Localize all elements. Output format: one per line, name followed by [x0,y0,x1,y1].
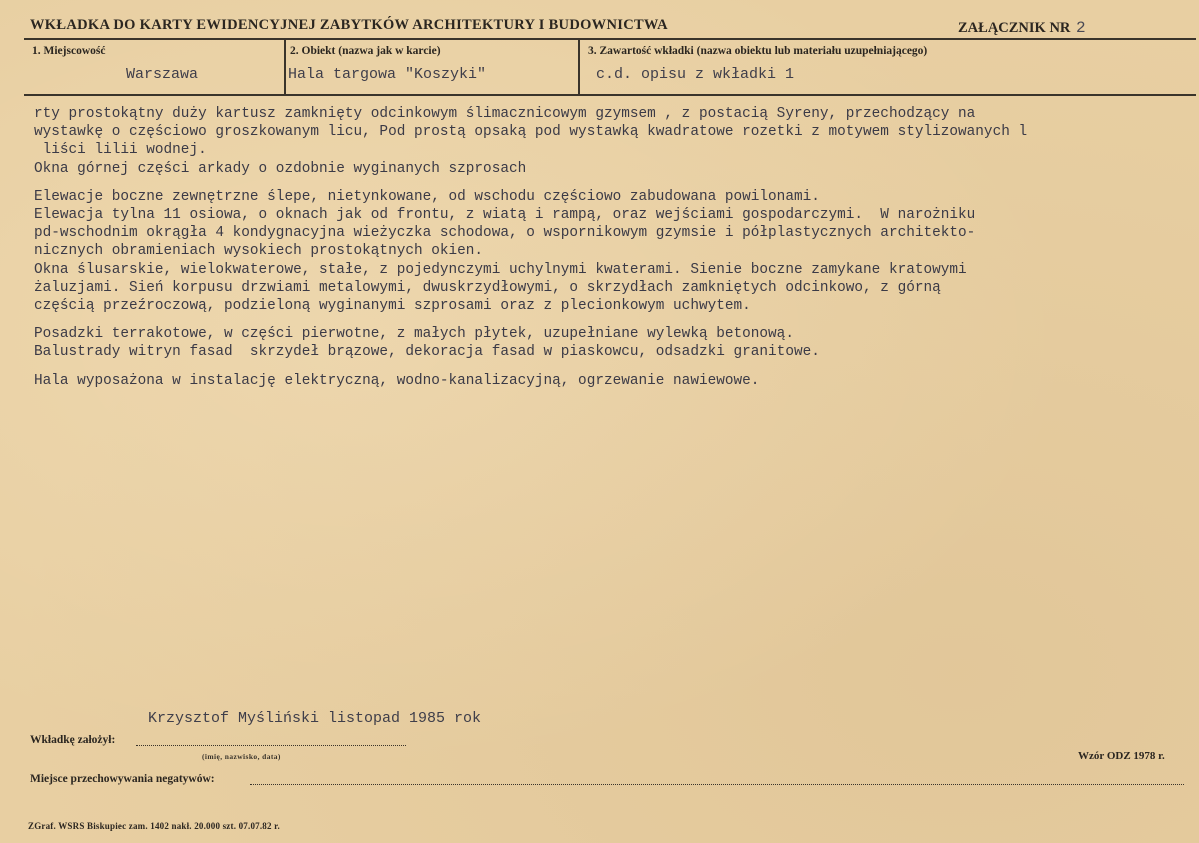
body-line: Hala wyposażona w instalację elektryczną, wodno-kanalizacyjną, ogrzewanie nawiewowe. [34,372,760,389]
header-rule [24,38,1196,40]
typed-author: Krzysztof Myśliński listopad 1985 rok [148,710,482,727]
body-line: Okna górnej części arkady o ozdobnie wyginanych szprosach [34,160,527,177]
body-line: Balustrady witryn fasad skrzydeł brązowe, dekoracja fasad w piaskowcu, odsadzki granitowe. [34,344,820,361]
body-line: żaluzjami. Sień korpusu drzwiami metalowymi, dwuskrzydłowymi, o skrzydłach zamkniętych odcinkowo, z górną [34,279,941,296]
locality-label: 1. Miejscowość [32,45,106,57]
body-line: liści lilii wodnej. [34,142,207,159]
body-line: wystawkę o częściowo groszkowanym licu, Pod prostą opsaką pod wystawką kwadratowe rozetki z motywem stylizowanych l [34,124,1028,141]
body-line: Okna ślusarskie, wielokwaterowe, stałe, z pojedynczymi uchylnymi kwaterami. Sienie boczne zamykane kratowymi [34,261,967,278]
field-divider-2 [578,38,580,95]
negatives-label: Miejsce przechowywania negatywów: [30,773,215,785]
insert-content-label [588,45,927,57]
body-line: Elewacje boczne zewnętrzne ślepe, nietynkowane, od wschodu częściowo zabudowana powilonami. [34,188,820,205]
paragraph-gap [34,362,1184,372]
paragraph-gap [34,178,1184,188]
object-value: Hala targowa "Koszyki" [288,66,487,83]
annex-label-text: ZAŁĄCZNIK NR [958,20,1071,36]
annex-label [958,19,1086,37]
locality-value: Warszawa [126,66,199,83]
insert-content-label-text: 3. Zawartość wkładki [588,45,694,57]
card-title: WKŁADKA DO KARTY EWIDENCYJNEJ ZABYTKÓW ARCHITEKTURY I BUDOWNICTWA [30,17,668,33]
body-line: Elewacja tylna 11 osiowa, o oknach jak od frontu, z wiatą i rampą, oraz wejściami gospodarczymi. W narożniku [34,207,976,224]
created-by-caption: (imię, nazwisko, data) [202,752,281,761]
created-by-label: Wkładkę założył: [30,734,116,746]
body-line: rty prostokątny duży kartusz zamknięty odcinkowym ślimacznicowym gzymsem , z postacią Syreny, przechodzący na [34,106,976,122]
body-line: Posadzki terrakotowe, w części pierwotne, z małych płytek, uzupełniane wylewką betonową. [34,326,794,343]
object-label-note: (nazwa jak w karcie) [338,45,441,57]
body-line: częścią przeźroczową, podzieloną wyginanymi szprosami oraz z plecionkowym uchwytem. [34,298,751,315]
description-body [34,105,1184,390]
fields-bottom-rule [24,94,1196,96]
printer-imprint: ZGraf. WSRS Biskupiec zam. 1402 nakł. 20.000 szt. 07.07.82 r. [28,821,280,831]
insert-content-value: c.d. opisu z wkładki 1 [596,66,795,83]
form-code: Wzór ODZ 1978 r. [1078,750,1165,762]
object-label-text: 2. Obiekt [290,45,336,57]
created-by-line [136,745,406,746]
field-divider-1 [284,38,286,95]
object-label [290,45,441,57]
paragraph-gap [34,315,1184,325]
body-line: pd-wschodnim okrągła 4 kondygnacyjna wieżyczka schodowa, o wspornikowym gzymsie i półplastycznych architekto- [34,225,976,242]
annex-number: 2 [1076,19,1086,37]
body-line: nicznych obramieniach wysokiech prostokątnych okien. [34,243,484,260]
insert-content-label-note: (nazwa obiektu lub materiału uzupełniającego) [696,45,928,57]
negatives-line [250,784,1184,785]
